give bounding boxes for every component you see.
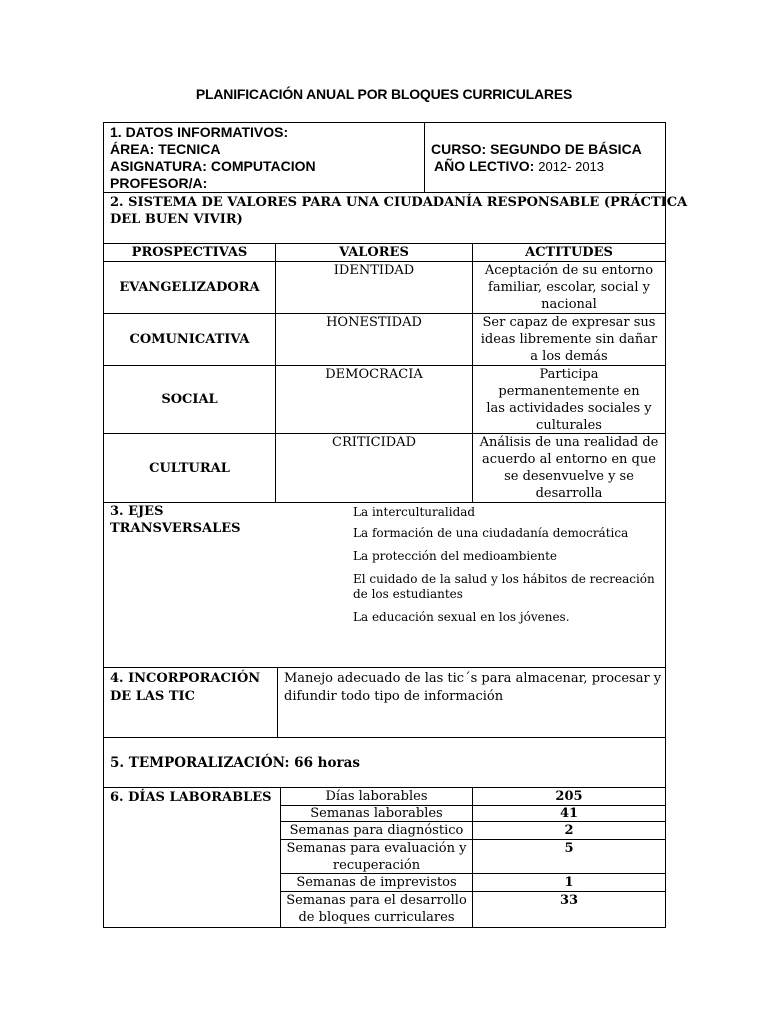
eje-item: La formación de una ciudadanía democrática: [353, 526, 629, 540]
dias-row-value: 5: [564, 841, 574, 856]
tic-text-line2: difundir todo tipo de información: [284, 689, 504, 704]
datos-heading: 1. DATOS INFORMATIVOS:: [110, 124, 289, 140]
tic-heading-line2: DE LAS TIC: [110, 689, 195, 704]
actitud-line: a los demás: [530, 349, 608, 364]
dias-label-line: recuperación: [332, 858, 421, 873]
actitud-row-1: [473, 262, 665, 313]
valor-identidad: IDENTIDAD: [333, 263, 415, 278]
prospectiva-comunicativa: COMUNICATIVA: [129, 332, 250, 347]
actitud-line: familiar, escolar, social y: [488, 280, 650, 295]
dias-label-line: Semanas de imprevistos: [296, 875, 457, 890]
dias-row-label: [281, 788, 472, 805]
dias-row-label: [281, 892, 472, 926]
actitud-row-4: [473, 434, 665, 502]
dias-label-line: Semanas para evaluación y: [286, 841, 467, 856]
dias-label-line: de bloques curriculares: [298, 910, 455, 925]
tic-text-line1: Manejo adecuado de las tic´s para almacenar, procesar y: [284, 671, 662, 686]
eje-item: La educación sexual en los jóvenes.: [353, 610, 570, 624]
actitud-line: Análisis de una realidad de: [479, 435, 659, 450]
curso-field: CURSO: SEGUNDO DE BÁSICA: [431, 141, 642, 157]
actitud-line: nacional: [541, 297, 597, 312]
ejes-heading-line2: TRANSVERSALES: [110, 521, 241, 536]
prospectiva-evangelizadora: EVANGELIZADORA: [119, 280, 260, 295]
dias-row-label: [281, 840, 472, 874]
eje-item: La protección del medioambiente: [353, 549, 558, 563]
area-field: ÁREA: TECNICA: [110, 141, 221, 157]
valores-heading-line1: 2. SISTEMA DE VALORES PARA UNA CIUDADANÍA RESPONSABLE (PRÁCTICA: [110, 195, 688, 210]
dias-heading: 6. DÍAS LABORABLES: [110, 790, 272, 805]
actitud-row-3: [473, 366, 665, 434]
anio-lectivo-value: 2012- 2013: [538, 159, 605, 174]
actitud-line: permanentemente en: [498, 384, 640, 399]
actitud-line: culturales: [536, 418, 602, 433]
dias-label-line: Semanas laborables: [310, 806, 443, 821]
actitud-line: Participa: [539, 367, 599, 382]
dias-row-value: 1: [564, 875, 574, 890]
actitud-line: Aceptación de su entorno: [484, 263, 654, 278]
column-header-actitudes: ACTITUDES: [525, 244, 613, 260]
valor-democracia: DEMOCRACIA: [325, 367, 423, 382]
dias-row-value: 2: [564, 823, 574, 838]
dias-label-line: Semanas para diagnóstico: [289, 823, 464, 838]
dias-row-value: 33: [559, 893, 579, 908]
valor-criticidad: CRITICIDAD: [332, 435, 416, 450]
valores-heading-line2: DEL BUEN VIVIR): [110, 212, 243, 227]
ejes-heading-line1: 3. EJES: [110, 504, 164, 519]
column-header-valores: VALORES: [339, 244, 409, 260]
actitud-line: desarrolla: [535, 486, 603, 501]
temporalizacion: 5. TEMPORALIZACIÓN: 66 horas: [110, 755, 360, 771]
actitud-row-2: [473, 314, 665, 365]
tic-heading-line1: 4. INCORPORACIÓN: [110, 671, 261, 686]
eje-item: La interculturalidad: [353, 505, 476, 519]
anio-lectivo-field: [434, 158, 604, 175]
dias-row-label: [281, 822, 472, 839]
prospectiva-cultural: CULTURAL: [149, 460, 230, 476]
valor-honestidad: HONESTIDAD: [326, 315, 422, 330]
prospectiva-social: SOCIAL: [161, 392, 218, 407]
dias-row-value: 41: [559, 806, 579, 821]
eje-item: de los estudiantes: [353, 587, 463, 601]
dias-row-label: [281, 805, 472, 822]
anio-lectivo-label: AÑO LECTIVO:: [434, 158, 535, 174]
asignatura-field: ASIGNATURA: COMPUTACION: [110, 158, 316, 174]
dias-label-line: Semanas para el desarrollo: [286, 893, 467, 908]
actitud-line: acuerdo al entorno en que: [482, 452, 656, 467]
page-title: PLANIFICACIÓN ANUAL POR BLOQUES CURRICULARES: [195, 86, 573, 102]
actitud-line: las actividades sociales y: [486, 401, 652, 416]
profesor-field: PROFESOR/A:: [110, 175, 208, 191]
actitud-line: ideas libremente sin dañar: [480, 332, 658, 347]
actitud-line: Ser capaz de expresar sus: [482, 315, 656, 330]
eje-item: El cuidado de la salud y los hábitos de recreación: [353, 572, 655, 586]
dias-row-label: [281, 874, 472, 891]
dias-row-value: 205: [555, 789, 583, 804]
actitud-line: se desenvuelve y se: [504, 469, 634, 484]
column-header-prospectivas: PROSPECTIVAS: [131, 244, 248, 260]
dias-label-line: Días laborables: [325, 789, 428, 804]
